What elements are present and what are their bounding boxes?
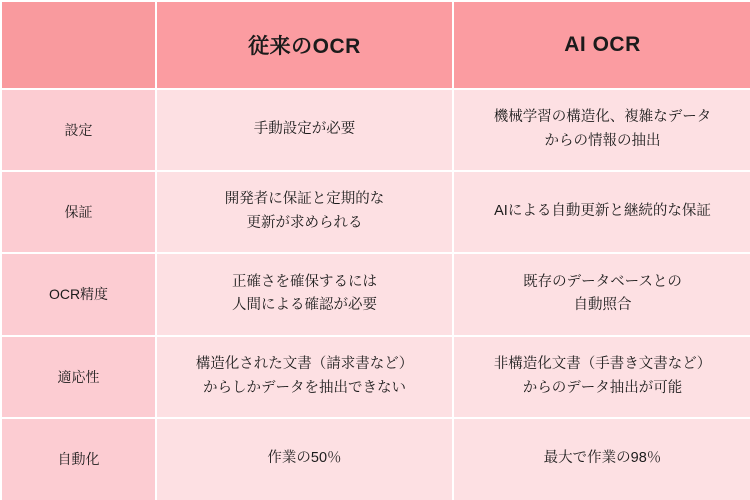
header-row (1, 1, 750, 89)
cell-legacy-ocr (156, 418, 453, 500)
cell-line: 正確さを確保するには (232, 273, 377, 290)
table-row (1, 171, 750, 253)
cell-ai-ocr (453, 336, 750, 418)
table-row (1, 336, 750, 418)
table-body (1, 89, 750, 500)
cell-line: 開発者に保証と定期的な (224, 191, 385, 208)
table-row (1, 89, 750, 171)
column-header-legacy-ocr: 従来のOCR (156, 1, 453, 89)
cell-line: からしかデータを抽出できない (203, 379, 406, 396)
table-header (1, 1, 750, 89)
cell-line: 手動設定が必要 (253, 121, 356, 138)
cell-ai-ocr (453, 253, 750, 335)
cell-legacy-ocr (156, 253, 453, 335)
table-row (1, 418, 750, 500)
cell-line: 非構造化文書（手書き文書など） (493, 355, 712, 372)
cell-line: 機械学習の構造化、複雑なデータ (493, 109, 712, 126)
cell-ai-ocr (453, 89, 750, 171)
cell-line: 人間による確認が必要 (232, 297, 377, 314)
cell-line: AIによる自動更新と継続的な保証 (494, 203, 711, 220)
cell-ai-ocr (453, 418, 750, 500)
cell-line: からの情報の抽出 (544, 133, 661, 150)
cell-line: 更新が求められる (246, 215, 363, 232)
cell-legacy-ocr (156, 89, 453, 171)
cell-line: 作業の50％ (267, 450, 342, 467)
table-row (1, 253, 750, 335)
cell-line: 最大で作業の98％ (543, 450, 662, 467)
row-label: 自動化 (1, 418, 156, 500)
table-corner-cell (1, 1, 156, 89)
row-label: OCR精度 (1, 253, 156, 335)
cell-legacy-ocr (156, 336, 453, 418)
column-header-ai-ocr: AI OCR (453, 1, 750, 89)
row-label: 設定 (1, 89, 156, 171)
cell-line: 構造化された文書（請求書など） (195, 355, 414, 372)
cell-line: 自動照合 (573, 297, 632, 314)
cell-line: 既存のデータベースとの (523, 273, 682, 290)
cell-legacy-ocr (156, 171, 453, 253)
row-label: 保証 (1, 171, 156, 253)
row-label: 適応性 (1, 336, 156, 418)
cell-ai-ocr (453, 171, 750, 253)
cell-line: からのデータ抽出が可能 (522, 379, 683, 396)
